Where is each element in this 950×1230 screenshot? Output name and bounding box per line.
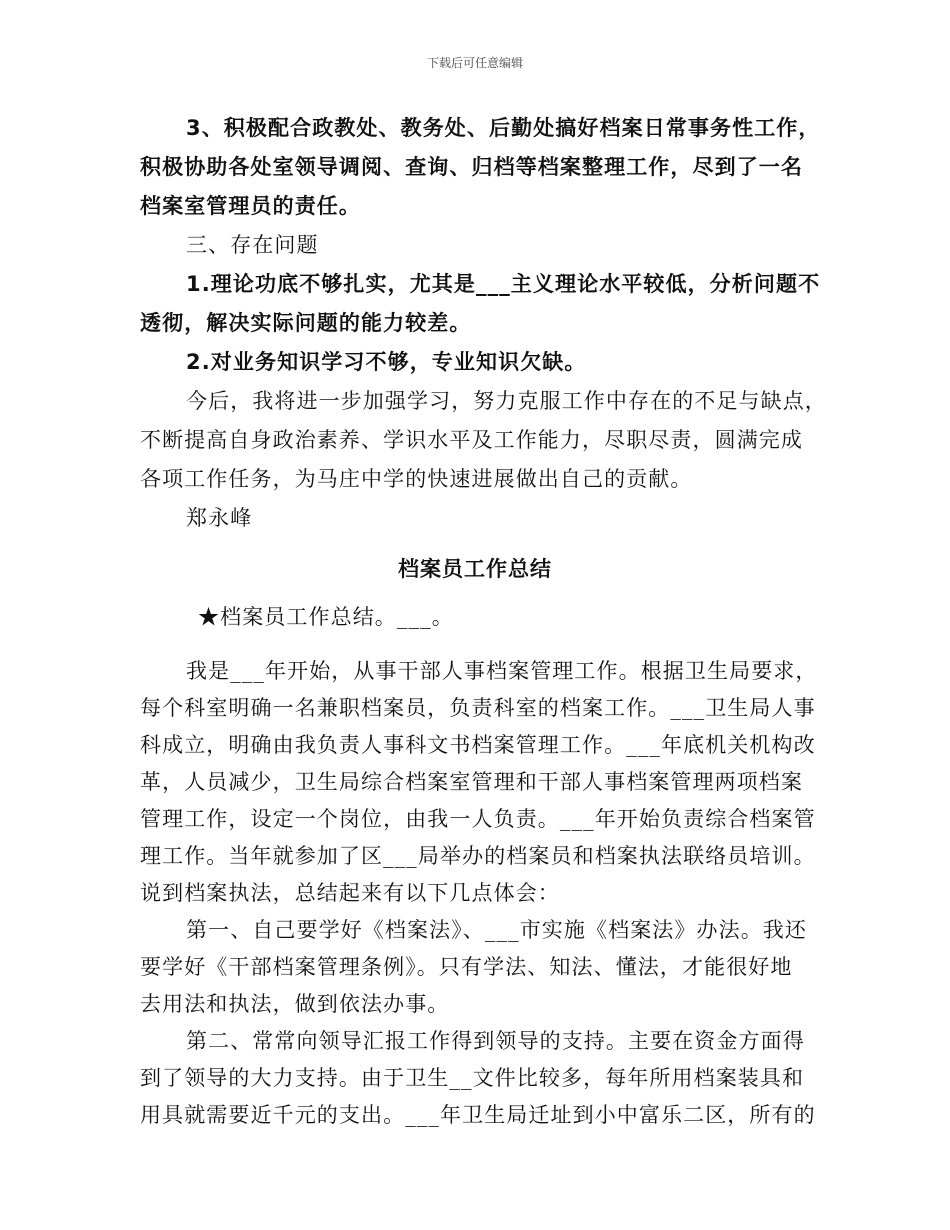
para1-line-4: 革，人员减少，卫生局综合档案室管理和干部人事档案管理两项档案	[140, 770, 803, 794]
item3-line-2: 积极协助各处室领导调阅、查询、归档等档案整理工作，尽到了一名	[140, 155, 803, 179]
future-line-2: 不断提高自身政治素养、学识水平及工作能力，尽职尽责，圆满完成	[140, 428, 803, 452]
problem2: 2.对业务知识学习不够，专业知识欠缺。	[186, 350, 587, 374]
para2-line-2: 要学好《干部档案管理条例》。只有学法、知法、懂法，才能很好地	[140, 955, 793, 979]
future-line-1: 今后，我将进一步加强学习，努力克服工作中存在的不足与缺点，	[186, 389, 827, 413]
para1-line-1: 我是___年开始，从事干部人事档案管理工作。根据卫生局要求，	[186, 659, 818, 683]
para1-line-2: 每个科室明确一名兼职档案员，负责科室的档案工作。___卫生局人事	[140, 696, 816, 720]
para1-line-6: 理工作。当年就参加了区___局举办的档案员和档案执法联络员培训。	[140, 844, 816, 868]
problem1-line-1: 1.理论功底不够扎实，尤其是___主义理论水平较低，分析问题不	[186, 272, 821, 296]
para2-line-3: 去用法和执法，做到依法办事。	[140, 992, 450, 1016]
item3-line-1: 3、积极配合政教处、教务处、后勤处搞好档案日常事务性工作，	[186, 116, 821, 140]
item3-line-3: 档案室管理员的责任。	[140, 194, 361, 218]
future-line-3: 各项工作任务，为马庄中学的快速进展做出自己的贡献。	[140, 467, 693, 491]
header-note: 下载后可任意编辑	[426, 56, 523, 70]
para1-line-5: 管理工作，设定一个岗位，由我一人负责。___年开始负责综合档案管	[140, 807, 816, 831]
article-subtitle: ★档案员工作总结。___。	[198, 605, 454, 629]
para3-line-2: 到了领导的大力支持。由于卫生__文件比较多，每年所用档案装具和	[140, 1066, 805, 1090]
para2-line-1: 第一、自己要学好《档案法》、___市实施《档案法》办法。我还	[186, 918, 807, 942]
signature: 郑永峰	[186, 506, 253, 530]
para3-line-3: 用具就需要近千元的支出。___年卫生局迁址到小中富乐二区，所有的	[140, 1103, 816, 1127]
article-title: 档案员工作总结	[398, 557, 552, 581]
para1-line-3: 科成立，明确由我负责人事科文书档案管理工作。___年底机关机构改	[140, 733, 816, 757]
para1-line-7: 说到档案执法，总结起来有以下几点体会：	[140, 881, 560, 905]
para3-line-1: 第二、常常向领导汇报工作得到领导的支持。主要在资金方面得	[186, 1029, 805, 1053]
problem1-line-2: 透彻，解决实际问题的能力较差。	[140, 311, 472, 335]
heading-problems: 三、存在问题	[186, 233, 319, 257]
